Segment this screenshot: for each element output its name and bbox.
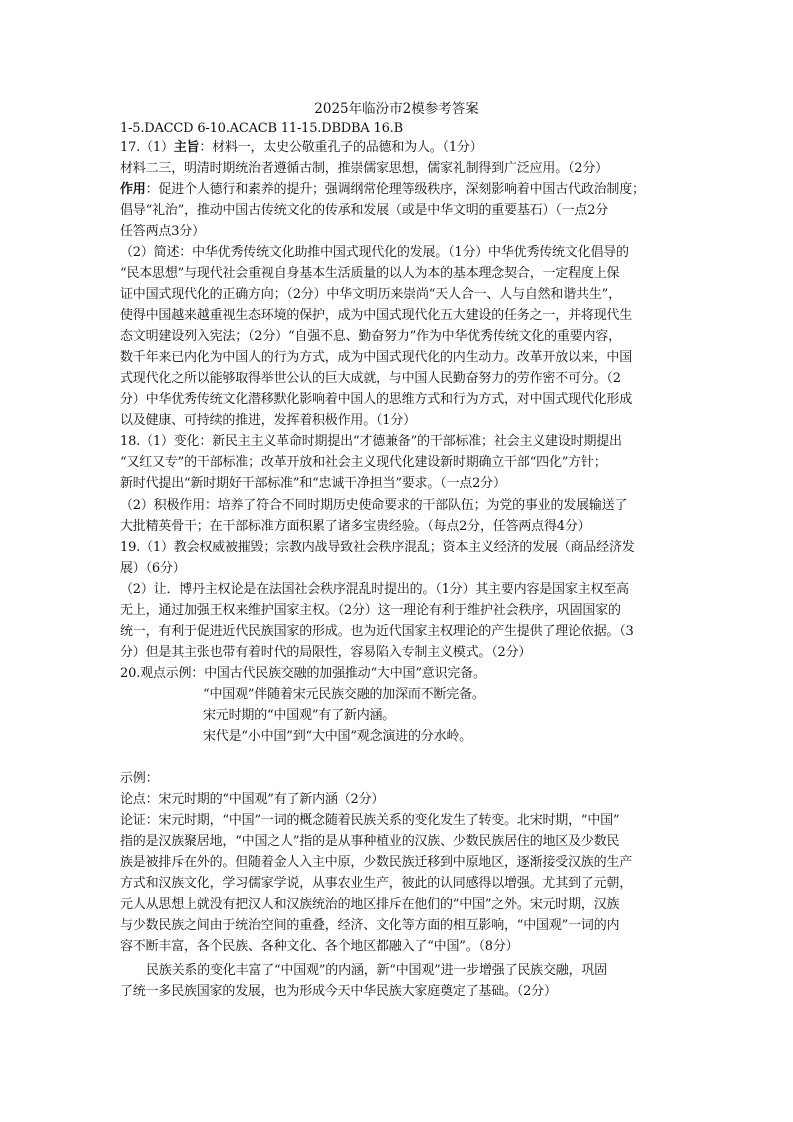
example-heading: 示例： xyxy=(120,771,159,786)
answer-line: 分）但是其主张也带有着时代的局限性，容易陷入专制主义模式。（2分） xyxy=(120,645,532,660)
answer-line: 统一，有利于促进近代民族国家的形成。也为近代国家主权理论的产生提供了理论依据。（3 xyxy=(120,624,634,639)
bold-term: 作用 xyxy=(120,182,146,197)
answer-line: 使得中国越来越重视生态环境的保护，成为中国式现代化五大建设的任务之一，并将现代生 xyxy=(120,308,633,323)
answer-line: 证中国式现代化的正确方向；（2分）中华文明历来崇尚“天人合一、人与自然和谐共生”， xyxy=(120,287,621,302)
answer-line: （2）让．博丹主权论是在法国社会秩序混乱时提出的。（1分）其主要内容是国家主权至高 xyxy=(120,582,629,597)
viewpoint-example: 宋代是“小中国”到“大中国”观念演进的分水岭。 xyxy=(203,729,472,744)
bold-term: 主旨 xyxy=(173,140,200,155)
thesis-line: 论点：宋元时期的“中国观”有了新内涵（2分） xyxy=(120,792,385,807)
argument-line: 族是被排斥在外的。但随着金人入主中原，少数民族迁移到中原地区，逐渐接受汉族的生产 xyxy=(120,855,633,870)
argument-line: 与少数民族之间由于统治空间的重叠，经济、文化等方面的相互影响，“中国观”一词的内 xyxy=(120,918,620,933)
answer-line: 数千年来已内化为中国人的行为方式，成为中国式现代化的内生动力。改革开放以来，中国 xyxy=(120,350,633,365)
answer-line: 式现代化之所以能够取得举世公认的巨大成就，与中国人民勤奋努力的劳作密不可分。（2 xyxy=(120,371,621,386)
argument-line: 方式和汉族文化，学习儒家学说，从事农业生产，彼此的认同感得以增强。尤其到了元朝， xyxy=(120,876,633,891)
answer-line-18: 18.（1）变化：新民主主义革命时期提出“才德兼备”的干部标准；社会主义建设时期提出 xyxy=(120,434,622,449)
answer-line: 材料二三，明清时期统治者遵循古制，推崇儒家思想，儒家礼制得到广泛应用。（2分） xyxy=(120,161,608,176)
argument-line: 容不断丰富，各个民族、各种文化、各个地区都融入了“中国”。（8分） xyxy=(120,939,519,954)
answer-line-19: 19.（1）教会权威被摧毁；宗教内战导致社会秩序混乱；资本主义经济的发展（商品经济发 xyxy=(120,540,635,555)
line-text: ：促进个人德行和素养的提升；强调纲常伦理等级秩序，深刻影响着中国古代政治制度； xyxy=(145,182,645,197)
answer-line-effect xyxy=(120,180,690,199)
answer-line-20: 20.观点示例：中国古代民族交融的加强推动“大中国”意识完备。 xyxy=(120,666,486,681)
answer-line: “又红又专”的干部标准；改革开放和社会主义现代化建设新时期确立干部“四化”方针； xyxy=(120,455,607,470)
answer-line-17-1 xyxy=(120,138,690,157)
conclusion-line: 民族关系的变化丰富了“中国观”的内涵，新“中国观”进一步增强了民族交融，巩固 xyxy=(146,963,607,978)
viewpoint-example: 宋元时期的“中国观”有了新内涵。 xyxy=(203,708,396,723)
answer-line: 无上，通过加强王权来维护国家主权。（2分）这一理论有利于维护社会秩序，巩固国家的 xyxy=(120,603,621,618)
conclusion-line: 了统一多民族国家的发展，也为形成今天中华民族大家庭奠定了基础。（2分） xyxy=(120,984,557,999)
answer-line: 态文明建设列入宪法；（2分）“自强不息、勤奋努力”作为中华优秀传统文化的重要内容， xyxy=(120,329,621,344)
argument-line: 元人从思想上就没有把汉人和汉族统治的地区排斥在他们的“中国”之外。宋元时期，汉族 xyxy=(120,897,620,912)
answer-line: 任答两点3分） xyxy=(120,224,205,239)
answer-line: 倡导“礼治”，推动中国古传统文化的传承和发展（或是中华文明的重要基石）（一点2分 xyxy=(120,203,609,218)
argument-line: 论证：宋元时期，“中国”一词的概念随着民族关系的变化发生了转变。北宋时期，“中国” xyxy=(120,813,620,828)
line-text: ：材料一，太史公敬重孔子的品德和为人。（1分） xyxy=(199,140,483,155)
answer-line: “民本思想”与现代社会重视自身基本生活质量的以人为本的基本理念契合，一定程度上保 xyxy=(120,266,620,281)
answer-line: 新时代提出“新时期好干部标准”和“忠诚干净担当”要求。（一点2分） xyxy=(120,476,506,491)
answer-line: 展）（6分） xyxy=(120,561,186,576)
question-number: 17.（1） xyxy=(120,140,174,155)
answer-line: 分）中华优秀传统文化潜移默化影响着中国人的思维方式和行为方式，对中国式现代化形成 xyxy=(120,392,633,407)
argument-line: 指的是汉族聚居地，“中国之人”指的是从事种植业的汉族、少数民族居住的地区及少数民 xyxy=(120,834,620,849)
answer-line: 大批精英骨干；在干部标准方面积累了诸多宝贵经验。（每点2分，任答两点得4分） xyxy=(120,519,591,534)
document-title: 2025年临汾市2模参考答案 xyxy=(314,101,479,117)
answer-line: （2）简述：中华优秀传统文化助推中国式现代化的发展。（1分）中华优秀传统文化倡导的 xyxy=(120,245,629,260)
viewpoint-example: “中国观”伴随着宋元民族交融的加深而不断完备。 xyxy=(203,687,485,702)
answer-line-mc: 1-5.DACCD 6-10.ACACB 11-15.DBDBA 16.B xyxy=(120,121,403,136)
answer-line: 以及健康、可持续的推进，发挥着积极作用。（1分） xyxy=(120,413,416,428)
answer-line: （2）积极作用：培养了符合不同时期历史使命要求的干部队伍；为党的事业的发展输送了 xyxy=(120,498,628,513)
